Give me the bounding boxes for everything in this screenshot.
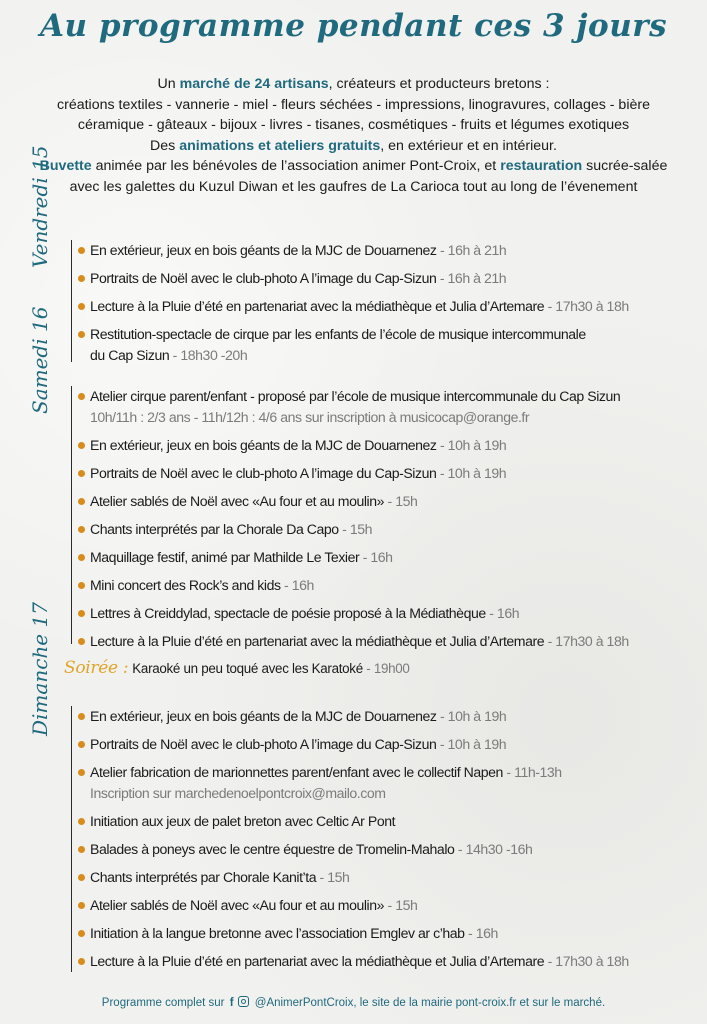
instagram-icon[interactable] bbox=[238, 996, 249, 1007]
intro-line bbox=[10, 136, 697, 157]
event-text: Atelier fabrication de marionnettes parent/enfant avec le collectif Napen bbox=[90, 764, 503, 780]
intro-highlight: restauration bbox=[500, 158, 583, 175]
event-list bbox=[78, 706, 703, 972]
footer-text: @AnimerPontCroix, le site de la mairie pont-croix.fr et sur le marché. bbox=[254, 997, 606, 1009]
event-time: - 10h à 19h bbox=[436, 708, 507, 724]
event-item bbox=[78, 839, 703, 860]
event-time: - 16h bbox=[464, 925, 498, 941]
event-item bbox=[78, 603, 703, 624]
event-item bbox=[78, 575, 703, 596]
event-item bbox=[78, 435, 703, 456]
event-text: Chants interprétés par Chorale Kanit’ta bbox=[90, 869, 317, 885]
intro-text: , en extérieur et en intérieur. bbox=[380, 137, 557, 154]
intro-line bbox=[10, 74, 697, 95]
bullet-icon bbox=[78, 610, 85, 617]
event-time: - 16h à 21h bbox=[439, 270, 507, 286]
event-list bbox=[78, 240, 703, 366]
event-text: En extérieur, jeux en bois géants de la MJC de Douarnenez bbox=[90, 708, 437, 724]
event-text: Atelier sablés de Noël avec «Au four et au moulin» bbox=[90, 493, 385, 509]
event-item bbox=[78, 762, 703, 804]
event-time: - 17h30 à 18h bbox=[544, 298, 629, 314]
facebook-icon[interactable]: f bbox=[229, 997, 234, 1009]
event-text: Restitution-spectacle de cirque par les enfants de l’école de musique intercommunale bbox=[90, 326, 586, 342]
event-item bbox=[78, 240, 703, 261]
event-item bbox=[78, 811, 703, 832]
intro-text: sucrée-salée bbox=[582, 158, 668, 175]
page-title: Au programme pendant ces 3 jours bbox=[39, 8, 668, 44]
event-time: - 10h à 19h bbox=[436, 437, 507, 453]
event-text: Maquillage festif, animé par Mathilde Le Texier bbox=[90, 549, 360, 565]
event-time: - 15h bbox=[384, 493, 418, 509]
event-text: Initiation aux jeux de palet breton avec Celtic Ar Pont bbox=[90, 813, 396, 829]
event-time: - 15h bbox=[316, 869, 350, 885]
event-time: - 15h bbox=[384, 897, 418, 913]
intro-text: animée par les bénévoles de l’association animer Pont-Croix, et bbox=[91, 158, 501, 175]
bullet-icon bbox=[78, 303, 85, 310]
event-list bbox=[64, 386, 703, 680]
intro bbox=[10, 74, 697, 198]
intro-line bbox=[10, 156, 697, 177]
event-time: - 16h bbox=[359, 549, 393, 565]
event-item bbox=[78, 268, 703, 289]
event-item bbox=[78, 519, 703, 540]
event-item bbox=[78, 867, 703, 888]
intro-text: Un bbox=[157, 76, 180, 92]
bullet-icon bbox=[78, 713, 85, 720]
bullet-icon bbox=[78, 442, 85, 449]
intro-highlight: marché de 24 artisans bbox=[179, 76, 329, 92]
event-time: - 18h30 -20h bbox=[169, 347, 248, 363]
intro-line: avec les galettes du Kuzul Diwan et les gaufres de La Carioca tout au long de l’évenement bbox=[69, 178, 638, 195]
bullet-icon bbox=[78, 582, 85, 589]
event-text: En extérieur, jeux en bois géants de la MJC de Douarnenez bbox=[90, 242, 437, 258]
bullet-icon bbox=[78, 393, 85, 400]
event-subtext: Inscription sur marchedenoelpontcroix@mailo.com bbox=[90, 785, 386, 801]
event-time: - 14h30 -16h bbox=[454, 841, 533, 857]
intro-highlight: Buvette bbox=[39, 158, 92, 175]
intro-text: Des bbox=[150, 137, 180, 154]
event-text: Lecture à la Pluie d’été en partenariat avec la médiathèque et Julia d’Artemare bbox=[90, 953, 545, 969]
event-time: - 15h bbox=[338, 521, 373, 537]
event-text: du Cap Sizun bbox=[90, 347, 170, 363]
divider-line bbox=[71, 386, 72, 644]
day-label-text: Vendredi 15 bbox=[28, 145, 52, 268]
divider-line bbox=[71, 240, 72, 362]
event-text: Lettres à Creiddylad, spectacle de poésie proposé à la Médiathèque bbox=[90, 605, 486, 621]
intro-line: céramique - gâteaux - bijoux - livres - tisanes, cosmétiques - fruits et légumes exotiques bbox=[77, 117, 630, 134]
bullet-icon bbox=[78, 874, 85, 881]
event-time: - 16h bbox=[485, 605, 520, 621]
footer bbox=[0, 996, 707, 1009]
event-time: - 10h à 19h bbox=[439, 736, 507, 752]
event-text: Mini concert des Rock’s and kids bbox=[90, 577, 281, 593]
event-item bbox=[78, 547, 703, 568]
event-text: Karaoké un peu toqué avec les Karatoké bbox=[132, 661, 363, 676]
event-item bbox=[78, 706, 703, 727]
event-item bbox=[78, 895, 703, 916]
event-item bbox=[78, 923, 703, 944]
event-time: - 17h30 à 18h bbox=[544, 953, 629, 969]
day-label-text: Dimanche 17 bbox=[28, 602, 52, 736]
soiree-label: Soirée : bbox=[64, 658, 129, 678]
bullet-icon bbox=[78, 247, 85, 254]
intro-highlight: animations et ateliers gratuits bbox=[179, 137, 381, 154]
footer-text: Programme complet sur bbox=[101, 997, 225, 1009]
intro-text: , créateurs et producteurs bretons : bbox=[328, 76, 550, 92]
event-item bbox=[78, 386, 703, 428]
event-time: - 17h30 à 18h bbox=[544, 633, 629, 649]
event-item bbox=[78, 463, 703, 484]
bullet-icon bbox=[78, 846, 85, 853]
bullet-icon bbox=[78, 958, 85, 965]
event-time: - 10h à 19h bbox=[439, 465, 507, 481]
event-subtext: 10h/11h : 2/3 ans - 11h/12h : 4/6 ans sur inscription à musicocap@orange.fr bbox=[90, 409, 530, 425]
event-time: - 16h bbox=[280, 577, 314, 593]
day-label-sunday bbox=[18, 602, 62, 830]
bullet-icon bbox=[78, 331, 85, 338]
bullet-icon bbox=[78, 818, 85, 825]
bullet-icon bbox=[78, 930, 85, 937]
event-text: Lecture à la Pluie d’été en partenariat avec la médiathèque et Julia d’Artemare bbox=[90, 298, 545, 314]
bullet-icon bbox=[78, 275, 85, 282]
event-item bbox=[78, 734, 703, 755]
event-text: Atelier sablés de Noël avec «Au four et au moulin» bbox=[90, 897, 385, 913]
event-text: Balades à poneys avec le centre équestre de Tromelin-Mahalo bbox=[90, 841, 455, 857]
event-text: Lecture à la Pluie d’été en partenariat avec la médiathèque et Julia d’Artemare bbox=[90, 633, 545, 649]
event-text: Initiation à la langue bretonne avec l’association Emglev ar c’hab bbox=[90, 925, 465, 941]
bullet-icon bbox=[78, 638, 85, 645]
day-label-text: Samedi 16 bbox=[28, 306, 52, 414]
bullet-icon bbox=[78, 498, 85, 505]
event-text: Atelier cirque parent/enfant - proposé par l’école de musique intercommunale du Cap Sizun bbox=[90, 388, 621, 404]
soiree-item bbox=[64, 657, 703, 680]
event-item bbox=[78, 324, 703, 366]
bullet-icon bbox=[78, 902, 85, 909]
bullet-icon bbox=[78, 741, 85, 748]
day-label-saturday bbox=[18, 306, 62, 490]
event-item bbox=[78, 491, 703, 512]
event-time: - 11h-13h bbox=[502, 764, 562, 780]
event-text: Portraits de Noël avec le club-photo A l’image du Cap-Sizun bbox=[90, 465, 440, 481]
event-text: En extérieur, jeux en bois géants de la MJC de Douarnenez bbox=[90, 437, 437, 453]
event-time: - 19h00 bbox=[362, 661, 410, 676]
event-text: Portraits de Noël avec le club-photo A l’image du Cap-Sizun bbox=[90, 736, 440, 752]
event-text: Chants interprétés par la Chorale Da Capo bbox=[90, 521, 339, 537]
event-time: - 16h à 21h bbox=[436, 242, 507, 258]
bullet-icon bbox=[78, 554, 85, 561]
event-text: Portraits de Noël avec le club-photo A l’image du Cap-Sizun bbox=[90, 270, 440, 286]
event-item bbox=[78, 296, 703, 317]
event-item bbox=[78, 631, 703, 652]
bullet-icon bbox=[78, 526, 85, 533]
bullet-icon bbox=[78, 769, 85, 776]
event-item bbox=[78, 951, 703, 972]
intro-line: créations textiles - vannerie - miel - fleurs séchées - impressions, linogravures, collages - bière bbox=[57, 96, 650, 113]
bullet-icon bbox=[78, 470, 85, 477]
divider-line bbox=[71, 706, 72, 972]
